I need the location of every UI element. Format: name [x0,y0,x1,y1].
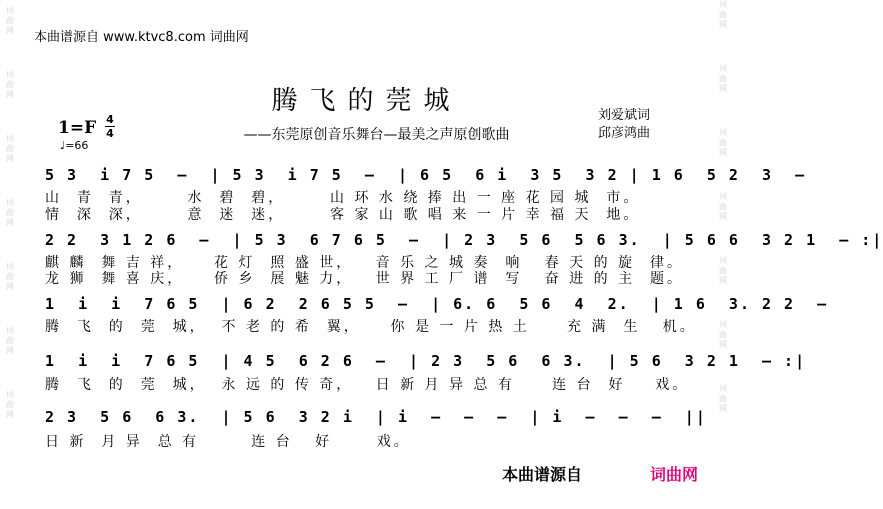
header-source-text: 本曲谱源自 www.ktvc8.com 词曲网 [34,30,249,45]
notes-line-1: 5 3 i 7 5 – | 5 3 i 7 5 – | 6 5 6 i 3 5 3 2 | 1 6 5 2 3 – [45,166,807,184]
meter-bottom: 4 [106,127,114,140]
composer-credit: 邱彦鸿曲 [598,126,651,141]
watermark-right: 词 曲 网 词 曲 网 词 曲 网 词 曲 网 词 曲 网 词 曲 网 词 曲 网 [719,0,727,413]
song-title: 腾飞的莞城 [271,86,462,116]
notes-line-3: 1 i i 7 6 5 | 6 2 2 6 5 5 – | 6. 6 5 6 4 2. | 1 6 3. 2 2 – [45,295,829,313]
notes-line-4: 1 i i 7 6 5 | 4 5 6 2 6 – | 2 3 5 6 6 3. | 5 6 3 2 1 – :| [45,352,807,370]
lyricist-credit: 刘爱斌词 [598,108,651,123]
lyrics-line-4: 腾 飞 的 莞 城， 永 远 的 传 奇， 日 新 月 异 总 有 连 台 好 戏。 [45,377,690,393]
lyrics-line-2-verse-1: 麒 麟 舞 吉 祥， 花 灯 照 盛 世， 音 乐 之 城 奏 响 春 天 的 旋 律。 [45,255,684,271]
footer-source-text: 本曲谱源自 [502,465,583,484]
tempo-marking: ♩=66 [60,139,89,152]
lyrics-line-5: 日 新 月 异 总 有 连 台 好 戏。 [45,434,411,450]
lyrics-line-1-verse-2: 情 深 深， 意 迷 迷， 客 家 山 歌 唱 来 一 片 幸 福 天 地。 [45,207,641,223]
lyrics-line-1-verse-1: 山 青 青， 水 碧 碧， 山 环 水 绕 捧 出 一 座 花 园 城 市。 [45,190,641,206]
lyrics-line-2-verse-2: 龙 狮 舞 喜 庆， 侨 乡 展 魅 力， 世 界 工 厂 谱 写 奋 进 的 主 题。 [45,271,684,287]
watermark-left: 词 曲 网 词 曲 网 词 曲 网 词 曲 网 词 曲 网 词 曲 网 词 曲 网 [6,6,14,419]
time-signature [105,114,115,139]
notes-line-5: 2 3 5 6 6 3. | 5 6 3 2 i | i – – – | i – – – || [45,408,707,426]
meter-top: 4 [106,113,114,126]
footer-site-link[interactable]: 词曲网 [650,465,699,484]
song-subtitle: ——东莞原创音乐舞台—最美之声原创歌曲 [243,127,510,143]
key-signature: 1=F [58,118,97,138]
notes-line-2: 2 2 3 1 2 6 – | 5 3 6 7 6 5 – | 2 3 5 6 5 6 3. | 5 6 6 3 2 1 – :| [45,231,883,249]
lyrics-line-3: 腾 飞 的 莞 城， 不 老 的 希 翼， 你 是 一 片 热 土 充 满 生 机。 [45,319,697,335]
